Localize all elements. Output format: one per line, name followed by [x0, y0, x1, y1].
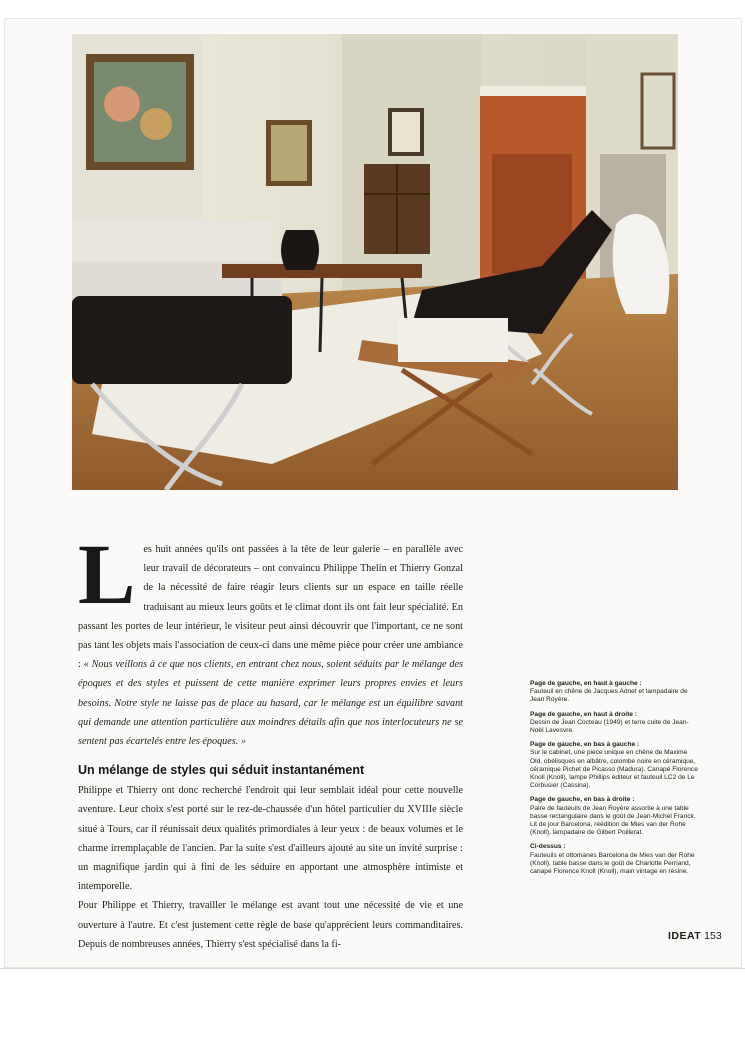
caption-title: Ci-dessus : — [530, 843, 566, 851]
caption-block — [530, 741, 700, 790]
intro-paragraph — [78, 526, 463, 751]
intro-lead: es huit années qu'ils ont passées à la tête de leur galerie – en parallèle avec leur travail de décorateurs – ont convaincu Philippe Thelin et Thierry Gonzal de la nécessité de faire réagir leurs clients sur un espace en taille réelle traduisant au mieux leurs goûts et le climat dont ils ont fait leur spécialité. En passant les portes de leur intérieur, le visiteur peut ainsi découvrir que l'important, ce ne sont pas tant les objets mais l'association de ceux-ci dans une même pièce pour créer une ambiance : « — [78, 544, 463, 671]
caption-text: Fauteuil en chêne de Jacques Adnet et lampadaire de Jean Royère. — [530, 688, 688, 704]
caption-block — [530, 796, 700, 837]
intro-quote-close: » — [238, 736, 246, 748]
caption-title: Page de gauche, en haut à gauche : — [530, 680, 642, 687]
caption-text: Fauteuils et ottomanes Barcelona de Mies van der Rohe (Knoll), table basse dans le goût de Charlotte Perriand, canapé Florence Knoll (Knoll), main vintage en résine. — [530, 851, 695, 876]
page-number: 153 — [704, 930, 722, 942]
caption-text: Dessin de Jean Cocteau (1949) et terre cuite de Jean-Noël Lavesvre. — [530, 718, 689, 735]
drop-cap: L — [78, 526, 136, 622]
section-heading: Un mélange de styles qui séduit instantanément — [78, 763, 365, 778]
photo-captions — [530, 680, 700, 882]
caption-title: Page de gauche, en haut à droite : — [530, 710, 637, 718]
page-edge-divider — [0, 968, 745, 969]
article-body — [78, 526, 463, 954]
paragraph-2: Philippe et Thierry ont donc recherché l'endroit qui leur semblait idéal pour cette nouvelle aventure. Leur choix s'est porté sur le rez-de-chaussée d'un hôtel particulier du XVIIIe siècle situé à Tours, car il réunissait deux qualités primordiales à leur yeux : de beaux volumes et le charme irremplaçable de l'ancien. Par la suite s'est d'ailleurs ajouté au site un invité surprise : un magnifique jardin qui à fini de les séduire en apportant une atmosphère intimiste et intemporelle. — [78, 785, 463, 893]
paragraph-3: Pour Philippe et Thierry, travailler le mélange est avant tout une nécessité de vie et une ouverture à l'autre. Et c'est justement cette règle de base qu'apprécient leurs commanditaires. Depuis de nombreuses années, Thierry s'est spécialisé dans la fi- — [78, 900, 463, 950]
page-footer — [668, 930, 722, 942]
caption-block — [530, 680, 700, 705]
caption-text: Paire de fauteuils de Jean Royère assortie à une table basse rectangulaire dans le goût de Jean-Michel Franck. Lit de jour Barcelona, réédition de Mies van der Rohe (Knoll), lampadaire de Gilbert Poillerat. — [530, 804, 696, 837]
caption-block — [530, 711, 700, 736]
caption-block — [530, 843, 700, 876]
caption-title: Page de gauche, en bas à gauche : — [530, 741, 640, 749]
magazine-brand: IDEAT — [668, 930, 702, 942]
living-room-photo — [72, 34, 678, 490]
intro-quote: Nous veillons à ce que nos clients, en entrant chez nous, soient séduits par le mélange des époques et des styles et puissent de cette manière exprimer leurs propres envies et leurs besoins. Notre style ne laisse pas de place au hasard, car le mélange est un équilibre savant qui demande une attention particulière aux moindres détails afin que nos interlocuteurs ne se sentent pas écartelés entre les époques. — [78, 659, 463, 748]
caption-text: Sur le cabinet, une pièce unique en chêne de Maxime Old, obélisques en albâtre, colombe noire en céramique, céramique Pichet de Picasso (Madura). Canapé Florence Knoll (Knoll), lampe Phillips éditeur et fauteuil LC2 de Le Corbusier (Cassina). — [530, 749, 698, 790]
caption-title: Page de gauche, en bas à droite : — [530, 796, 635, 804]
